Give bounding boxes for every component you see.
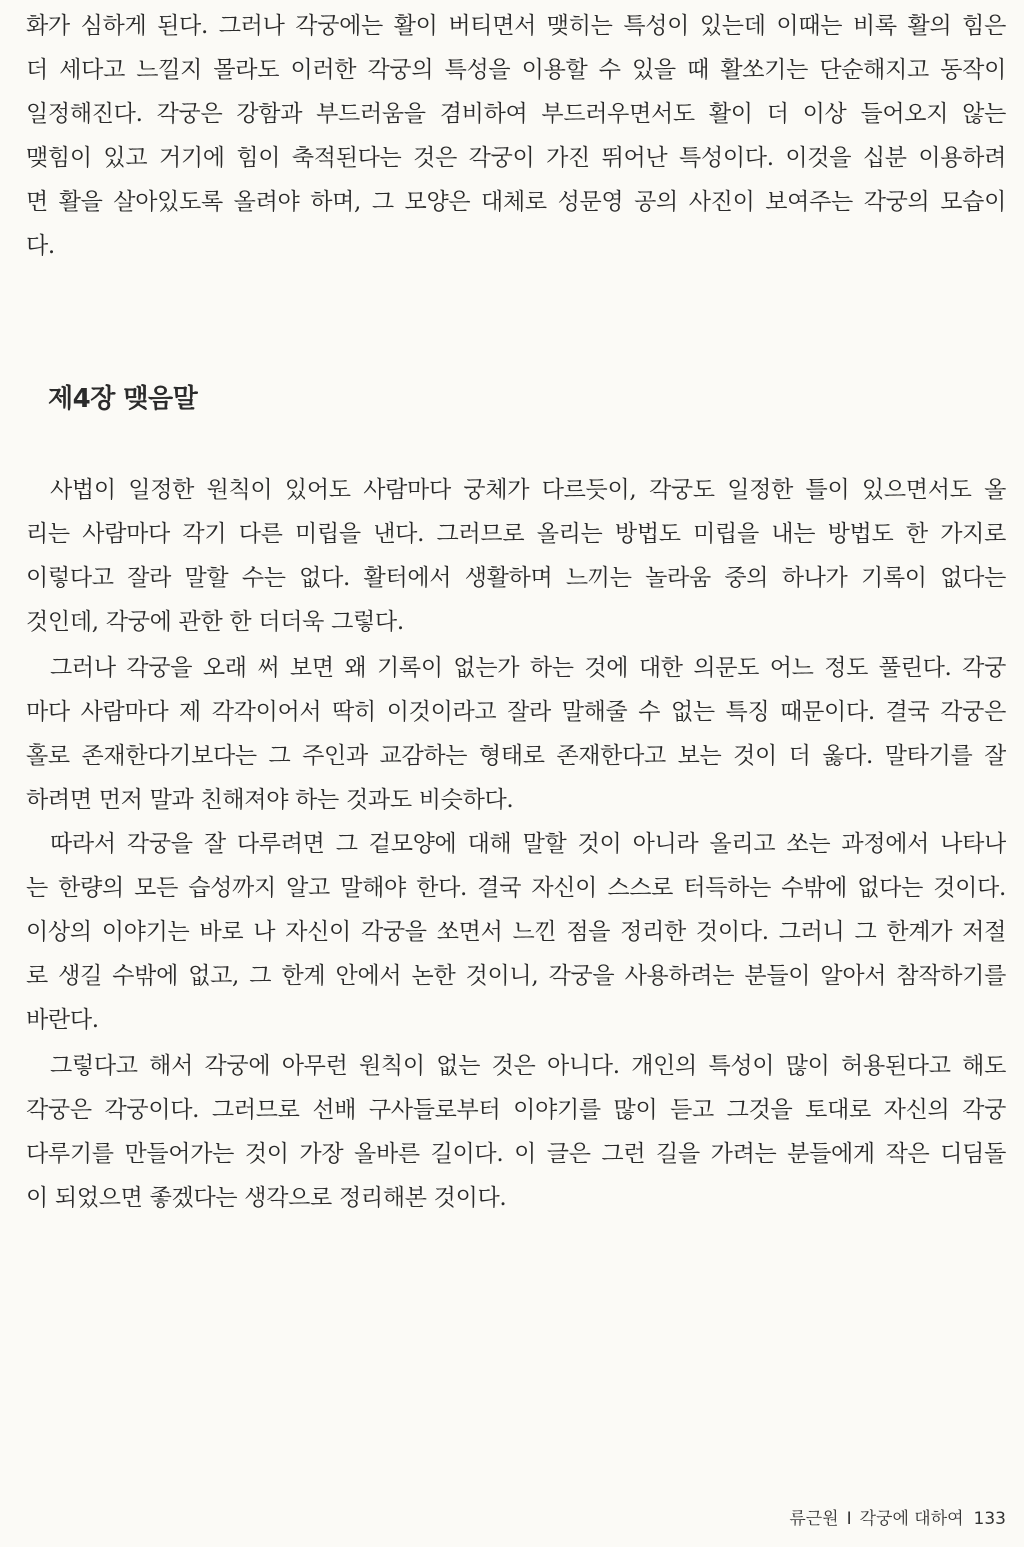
section-heading: 제4장 맺음말 bbox=[48, 384, 198, 414]
text-line: 이렇다고 잘라 말할 수는 없다. 활터에서 생활하며 느끼는 놀라움 중의 하나가 기록이 없다는 bbox=[26, 565, 1006, 591]
paragraph-continued bbox=[26, 4, 1006, 268]
text-line: 화가 심하게 된다. 그러나 각궁에는 활이 버티면서 맺히는 특성이 있는데 이때는 비록 활의 힘은 bbox=[26, 13, 1006, 39]
text-line: 그러나 각궁을 오래 써 보면 왜 기록이 없는가 하는 것에 대한 의문도 어느 정도 풀린다. 각궁 bbox=[50, 655, 1006, 681]
text-line: 홀로 존재한다기보다는 그 주인과 교감하는 형태로 존재한다고 보는 것이 더 옳다. 말타기를 잘 bbox=[26, 743, 1006, 769]
footer-author: 류근원 bbox=[789, 1509, 839, 1529]
text-line: 다. bbox=[26, 233, 55, 259]
text-line: 하려면 먼저 말과 친해져야 하는 것과도 비슷하다. bbox=[26, 787, 514, 813]
text-line: 이상의 이야기는 바로 나 자신이 각궁을 쏘면서 느낀 점을 정리한 것이다. 그러니 그 한계가 저절 bbox=[26, 919, 1006, 945]
paragraph bbox=[26, 822, 1006, 1042]
text-line: 면 활을 살아있도록 올려야 하며, 그 모양은 대체로 성문영 공의 사진이 보여주는 각궁의 모습이 bbox=[26, 189, 1006, 215]
text-line: 바란다. bbox=[26, 1007, 99, 1033]
text-line: 마다 사람마다 제 각각이어서 딱히 이것이라고 잘라 말해줄 수 없는 특징 때문이다. 결국 각궁은 bbox=[26, 699, 1006, 725]
text-line: 것인데, 각궁에 관한 한 더더욱 그렇다. bbox=[26, 609, 404, 635]
text-line: 이 되었으면 좋겠다는 생각으로 정리해본 것이다. bbox=[26, 1185, 507, 1211]
footer-book-title: 각궁에 대하여 bbox=[859, 1509, 964, 1529]
page-footer bbox=[789, 1504, 1006, 1529]
paragraph bbox=[26, 468, 1006, 644]
text-line: 맺힘이 있고 거기에 힘이 축적된다는 것은 각궁이 가진 뛰어난 특성이다. 이것을 십분 이용하려 bbox=[26, 145, 1006, 171]
text-line: 더 세다고 느낄지 몰라도 이러한 각궁의 특성을 이용할 수 있을 때 활쏘기는 단순해지고 동작이 bbox=[26, 57, 1006, 83]
page-number: 133 bbox=[973, 1509, 1006, 1529]
text-line: 그렇다고 해서 각궁에 아무런 원칙이 없는 것은 아니다. 개인의 특성이 많이 허용된다고 해도 bbox=[50, 1053, 1006, 1079]
paragraph bbox=[26, 1044, 1006, 1220]
text-line: 각궁은 각궁이다. 그러므로 선배 구사들로부터 이야기를 많이 듣고 그것을 토대로 자신의 각궁 bbox=[26, 1097, 1006, 1123]
text-line: 일정해진다. 각궁은 강함과 부드러움을 겸비하여 부드러우면서도 활이 더 이상 들어오지 않는 bbox=[26, 101, 1006, 127]
text-line: 따라서 각궁을 잘 다루려면 그 겉모양에 대해 말할 것이 아니라 올리고 쏘는 과정에서 나타나 bbox=[50, 831, 1006, 857]
text-line: 는 한량의 모든 습성까지 알고 말해야 한다. 결국 자신이 스스로 터득하는 수밖에 없다는 것이다. bbox=[26, 875, 1006, 901]
paragraph bbox=[26, 646, 1006, 822]
text-line: 로 생길 수밖에 없고, 그 한계 안에서 논한 것이니, 각궁을 사용하려는 분들이 알아서 참작하기를 bbox=[26, 963, 1006, 989]
text-line: 사법이 일정한 원칙이 있어도 사람마다 궁체가 다르듯이, 각궁도 일정한 틀이 있으면서도 올 bbox=[50, 477, 1006, 503]
text-line: 리는 사람마다 각기 다른 미립을 낸다. 그러므로 올리는 방법도 미립을 내는 방법도 한 가지로 bbox=[26, 521, 1006, 547]
text-line: 다루기를 만들어가는 것이 가장 올바른 길이다. 이 글은 그런 길을 가려는 분들에게 작은 디딤돌 bbox=[26, 1141, 1006, 1167]
footer-separator: I bbox=[846, 1509, 852, 1529]
